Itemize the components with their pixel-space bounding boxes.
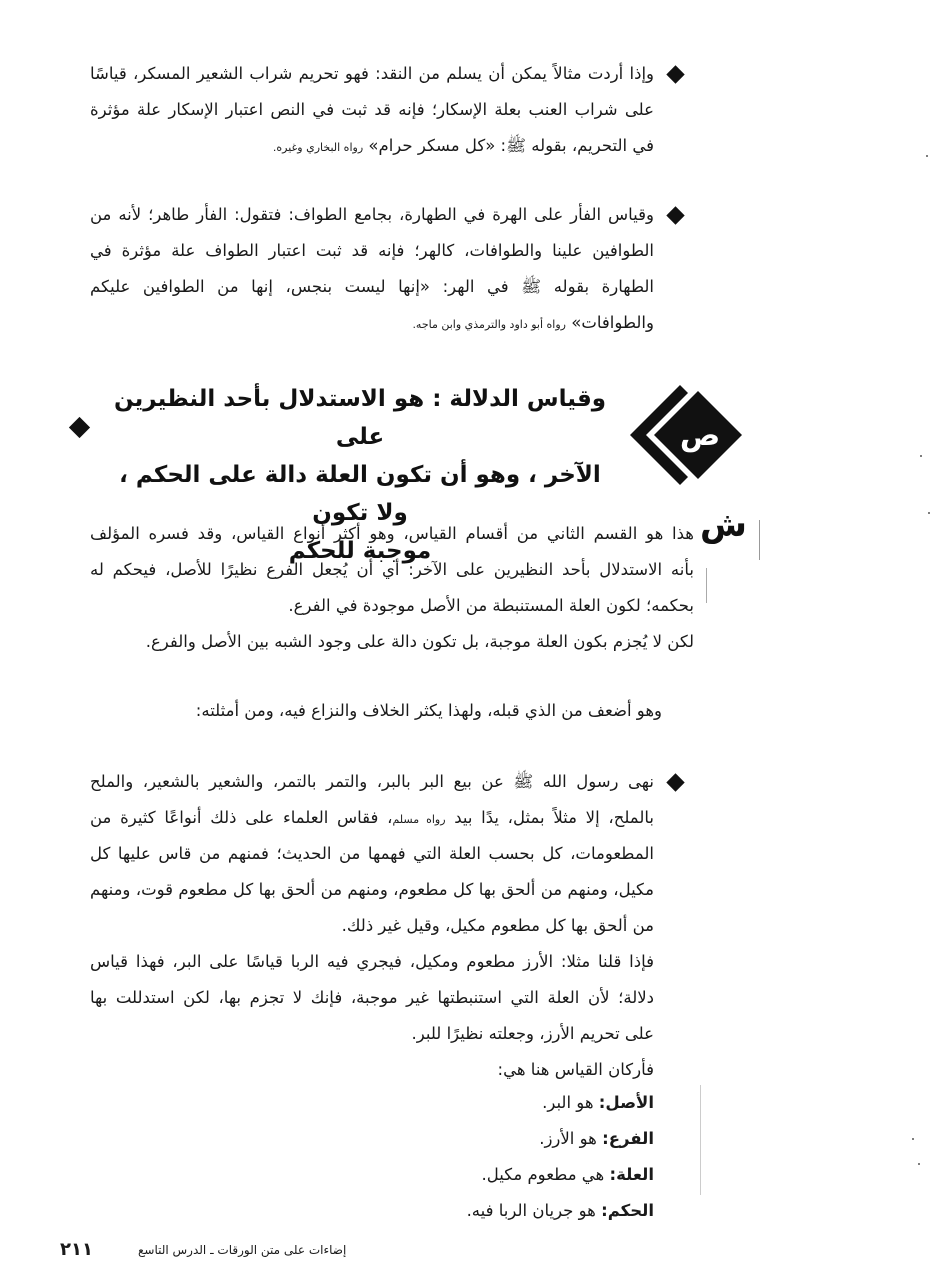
- scan-speck: [920, 455, 922, 457]
- text-line: وإذا أردت مثالاً يمكن أن يسلم من النقد: فهو تحريم شراب الشعير المسكر، قياسًا: [90, 64, 654, 83]
- text-line: بحكمه؛ لكون العلة المستنبطة من الأصل موجودة في الفرع.: [288, 596, 694, 615]
- text-line: المطعومات، كل بحسب العلة التي فهمها من الحديث؛ فمنهم من قاس عليها كل: [90, 844, 654, 863]
- pillar-term: الفرع:: [602, 1129, 654, 1148]
- diamond-bullet-icon: [666, 206, 684, 224]
- text-line: دلالة؛ لأن العلة التي استنبطتها غير موجبة، فإنك لا تجزم بها، لكن استدللت بها: [90, 988, 654, 1007]
- text-line: بأنه الاستدلال بأحد النظيرين على الآخر: أي أن يُجعل الفرع نظيرًا للأصل، فيحكم له: [90, 560, 694, 579]
- scan-speck: [912, 1138, 914, 1140]
- paragraph-2: [90, 197, 654, 341]
- matn-badge: [630, 385, 748, 485]
- text-line: مكيل، ومنهم من ألحق بها كل مطعوم، ومنهم من ألحق بها كل مطعوم قوت، ومنهم: [90, 880, 654, 899]
- text-line: الطوافين علينا والطوافات، كالهر؛ فإنه قد ثبت اعتبار الطواف علة مؤثرة في: [90, 241, 654, 260]
- pillar-term: العلة:: [609, 1165, 654, 1184]
- page-footer: [60, 1239, 380, 1265]
- scan-speck: [926, 155, 928, 157]
- text-line: من ألحق بها كل مطعوم مكيل، وقيل غير ذلك.: [341, 916, 654, 935]
- sharh-mark: ش: [700, 505, 747, 545]
- heading-line: وقياس الدلالة : هو الاستدلال بأحد النظيرين على: [113, 386, 607, 450]
- example-paragraph: [90, 764, 654, 1088]
- scan-speck: [928, 512, 930, 514]
- margin-rule: [700, 1085, 701, 1195]
- text-line: فأركان القياس هنا هي:: [497, 1060, 654, 1079]
- diamond-bullet-icon: [69, 417, 90, 438]
- hadith-reference: رواه أبو داود والترمذي وابن ماجه.: [412, 318, 566, 331]
- hadith-reference: رواه مسلم: [392, 813, 446, 826]
- pillar-item: [300, 1157, 654, 1193]
- pillar-value: هو جريان الربا فيه.: [466, 1201, 596, 1220]
- hadith-reference: رواه البخاري وغيره.: [272, 141, 364, 154]
- pillar-item: [300, 1085, 654, 1121]
- paragraph-1: [90, 56, 654, 164]
- pillars-list: [300, 1085, 654, 1229]
- text-line: وقياس الفأر على الهرة في الطهارة، بجامع الطواف: فتقول: الفأر طاهر؛ لأنه من: [90, 205, 654, 224]
- diamond-bullet-icon: [666, 65, 684, 83]
- margin-rule: [706, 568, 707, 603]
- commentary-paragraph: [90, 516, 694, 660]
- heading-line: الآخر ، وهو أن تكون العلة دالة على الحكم ، ولا تكون: [119, 462, 601, 526]
- text-line: في التحريم، بقوله ﷺ: «كل مسكر حرام» رواه البخاري وغيره.: [272, 136, 654, 155]
- text-line: فإذا قلنا مثلا: الأرز مطعوم ومكيل، فيجري فيه الربا قياسًا على البر، فهذا قياس: [90, 952, 654, 971]
- commentary-weaker-line: [90, 693, 662, 729]
- pillar-item: [300, 1193, 654, 1229]
- pillar-value: هو الأرز.: [539, 1129, 597, 1148]
- text-line: الطهارة بقوله ﷺ في الهر: «إنها ليست بنجس، إنها من الطوافين عليكم: [90, 277, 654, 296]
- text-line: على تحريم الأرز، وجعلته نظيرًا للبر.: [411, 1024, 654, 1043]
- pillar-value: هو البر.: [542, 1093, 594, 1112]
- text-line: هذا هو القسم الثاني من أقسام القياس، وهو أكثر أنواع القياس، وقد فسره المؤلف: [90, 524, 694, 543]
- margin-rule: [759, 520, 760, 560]
- badge-letter: ص: [679, 418, 721, 453]
- page-number: ٢١١: [60, 1239, 93, 1260]
- scan-speck: [918, 1163, 920, 1165]
- text-line: بالملح، إلا مثلاً بمثل، يدًا بيد رواه مسلم، فقاس العلماء على ذلك أنواعًا كثيرة من: [90, 808, 654, 827]
- diamond-bullet-icon: [666, 773, 684, 791]
- heading-line: موجبة للحكم: [288, 538, 432, 564]
- pillar-term: الأصل:: [598, 1093, 654, 1112]
- text-line: على شراب العنب بعلة الإسكار؛ فإنه قد ثبت في النص اعتبار الإسكار علة مؤثرة: [90, 100, 654, 119]
- text-line: وهو أضعف من الذي قبله، ولهذا يكثر الخلاف والنزاع فيه، ومن أمثلته:: [195, 701, 662, 720]
- pillar-value: هي مطعوم مكيل.: [481, 1165, 605, 1184]
- matn-badge-icon: [630, 385, 748, 485]
- book-title: إضاءات على متن الورقات ـ الدرس التاسع: [138, 1243, 347, 1257]
- text-line: والطوافات» رواه أبو داود والترمذي وابن ماجه.: [412, 313, 654, 332]
- text-line: لكن لا يُجزم بكون العلة موجبة، بل تكون دالة على وجود الشبه بين الأصل والفرع.: [145, 632, 694, 651]
- pillar-term: الحكم:: [601, 1201, 654, 1220]
- pillar-item: [300, 1121, 654, 1157]
- text-line: نهى رسول الله ﷺ عن بيع البر بالبر، والتمر بالتمر، والشعير بالشعير، والملح: [90, 772, 654, 791]
